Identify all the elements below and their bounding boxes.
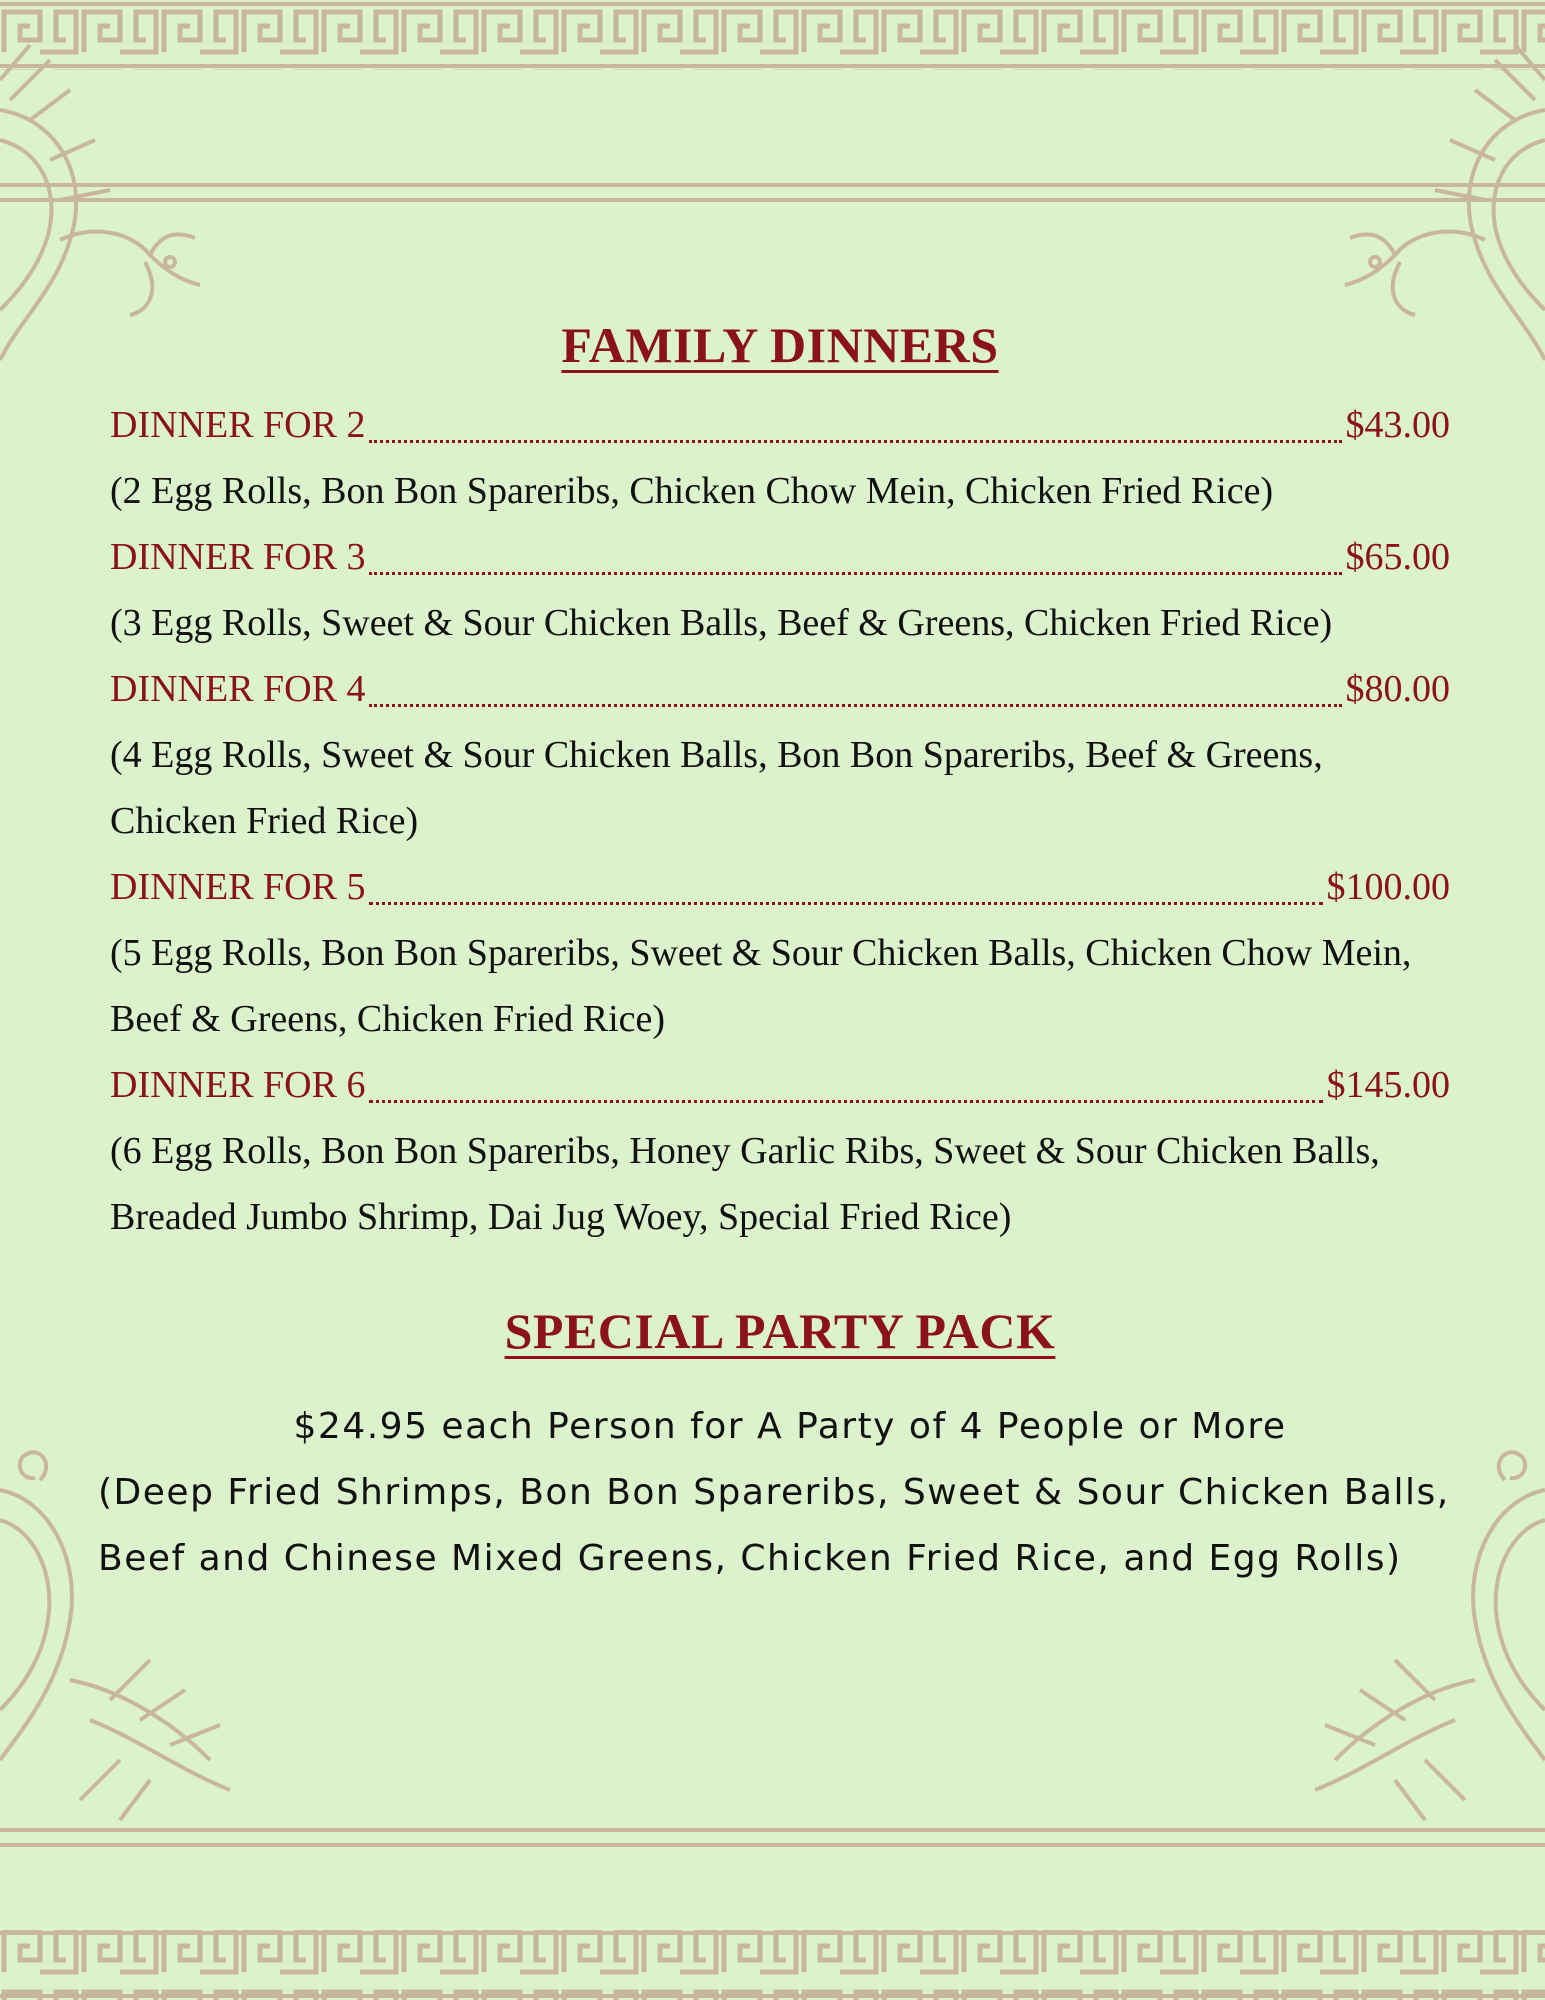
dinner-name: DINNER FOR 5	[110, 866, 366, 908]
dinner-item	[110, 854, 1450, 1052]
top-border-icon	[0, 0, 1545, 70]
bottom-border-icon	[0, 1930, 1545, 2000]
dinner-description: (5 Egg Rolls, Bon Bon Spareribs, Sweet & Sour Chicken Balls, Chicken Chow Mein, Beef & Greens, Chicken Fried Rice)	[110, 932, 1412, 1040]
dinner-name: DINNER FOR 3	[110, 536, 366, 578]
party-pack-description: (Deep Fried Shrimps, Bon Bon Spareribs, Sweet & Sour Chicken Balls, Beef and Chinese Mixed Greens, Chicken Fried Rice, and Egg Rolls)	[98, 1472, 1450, 1579]
dot-leader	[369, 440, 1341, 443]
dinner-item	[110, 656, 1450, 854]
dot-leader	[369, 704, 1341, 707]
dinner-row	[110, 1052, 1450, 1118]
dinner-item	[110, 524, 1450, 656]
dinner-price: $65.00	[1345, 536, 1450, 578]
party-pack-section	[98, 1296, 1450, 1592]
dinner-row	[110, 392, 1450, 458]
dinner-price: $100.00	[1326, 866, 1450, 908]
dinner-item	[110, 392, 1450, 524]
dot-leader	[369, 572, 1341, 575]
dinner-row	[110, 524, 1450, 590]
dinner-description: (2 Egg Rolls, Bon Bon Spareribs, Chicken Chow Mein, Chicken Fried Rice)	[110, 470, 1274, 512]
dinner-price: $145.00	[1326, 1064, 1450, 1106]
party-pack-price-line: $24.95 each Person for A Party of 4 People or More	[293, 1406, 1287, 1447]
dinner-item	[110, 1052, 1450, 1250]
dinner-name: DINNER FOR 2	[110, 404, 366, 446]
dinner-row	[110, 854, 1450, 920]
family-dinners-list	[110, 392, 1450, 1250]
dinner-name: DINNER FOR 6	[110, 1064, 366, 1106]
dot-leader	[369, 902, 1322, 905]
family-dinners-title: FAMILY DINNERS	[561, 317, 999, 373]
dinner-description: (3 Egg Rolls, Sweet & Sour Chicken Balls, Beef & Greens, Chicken Fried Rice)	[110, 602, 1333, 644]
dinner-row	[110, 656, 1450, 722]
dinner-price: $43.00	[1345, 404, 1450, 446]
dinner-name: DINNER FOR 4	[110, 668, 366, 710]
dinner-description: (6 Egg Rolls, Bon Bon Spareribs, Honey Garlic Ribs, Sweet & Sour Chicken Balls, Breaded Jumbo Shrimp, Dai Jug Woey, Special Fried Rice)	[110, 1130, 1380, 1238]
dot-leader	[369, 1100, 1322, 1103]
party-pack-title: SPECIAL PARTY PACK	[504, 1303, 1056, 1359]
menu-content	[98, 310, 1450, 1592]
dinner-price: $80.00	[1345, 668, 1450, 710]
dinner-description: (4 Egg Rolls, Sweet & Sour Chicken Balls, Bon Bon Spareribs, Beef & Greens, Chicken Fried Rice)	[110, 734, 1323, 842]
